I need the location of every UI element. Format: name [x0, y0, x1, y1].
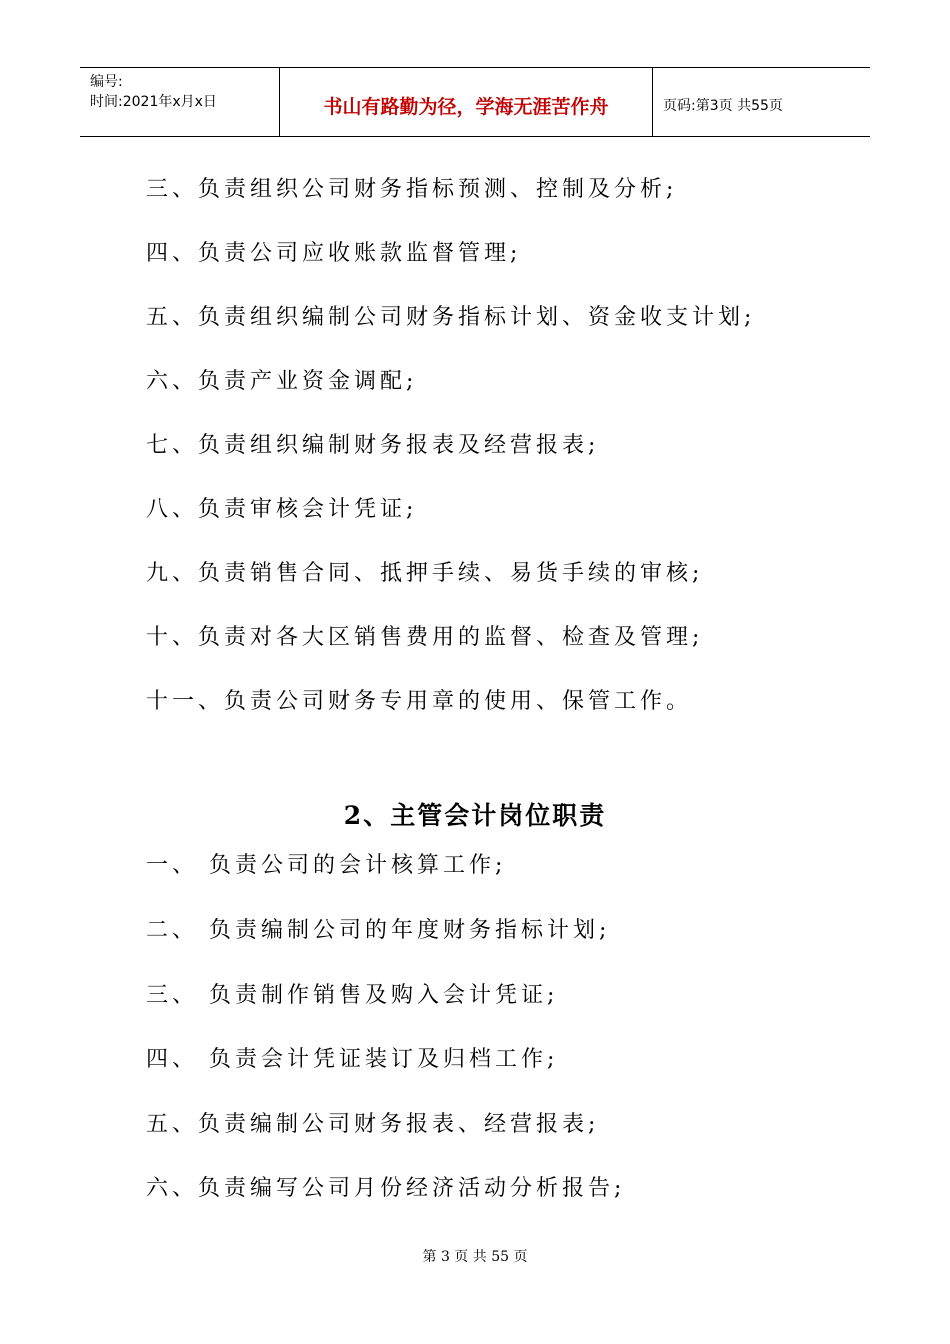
header-meta	[80, 68, 280, 136]
duty-line: 八、负责审核会计凭证;	[146, 497, 418, 522]
section-title: 2、主管会计岗位职责	[343, 801, 607, 830]
duty-line: 三、负责组织公司财务指标预测、控制及分析;	[146, 177, 678, 202]
header-motto: 书山有路勤为径，学海无涯苦作舟	[280, 68, 653, 136]
header-table	[80, 67, 870, 137]
duty-line: 十一、负责公司财务专用章的使用、保管工作。	[146, 689, 693, 714]
header-page-info: 页码:第3页 共55页	[663, 98, 783, 114]
duty-line: 十、负责对各大区销售费用的监督、检查及管理;	[146, 625, 704, 650]
duty-line: 四、负责公司应收账款监督管理;	[146, 241, 522, 266]
number-label: 编号:	[90, 74, 123, 90]
time-label: 时间:2021年x月x日	[90, 94, 217, 110]
duty-line: 三、 负责制作销售及购入会计凭证;	[146, 983, 559, 1008]
duty-line: 四、 负责会计凭证装订及归档工作;	[146, 1047, 559, 1072]
duty-line: 二、 负责编制公司的年度财务指标计划;	[146, 918, 611, 943]
page-footer: 第 3 页 共 55 页	[422, 1249, 528, 1265]
duty-line: 一、 负责公司的会计核算工作;	[146, 853, 507, 878]
duty-line: 七、负责组织编制财务报表及经营报表;	[146, 433, 600, 458]
duty-line: 六、负责编写公司月份经济活动分析报告;	[146, 1176, 626, 1201]
duty-line: 六、负责产业资金调配;	[146, 369, 418, 394]
duty-line: 五、负责编制公司财务报表、经营报表;	[146, 1112, 600, 1137]
duty-line: 九、负责销售合同、抵押手续、易货手续的审核;	[146, 561, 704, 586]
duty-line: 五、负责组织编制公司财务指标计划、资金收支计划;	[146, 305, 756, 330]
